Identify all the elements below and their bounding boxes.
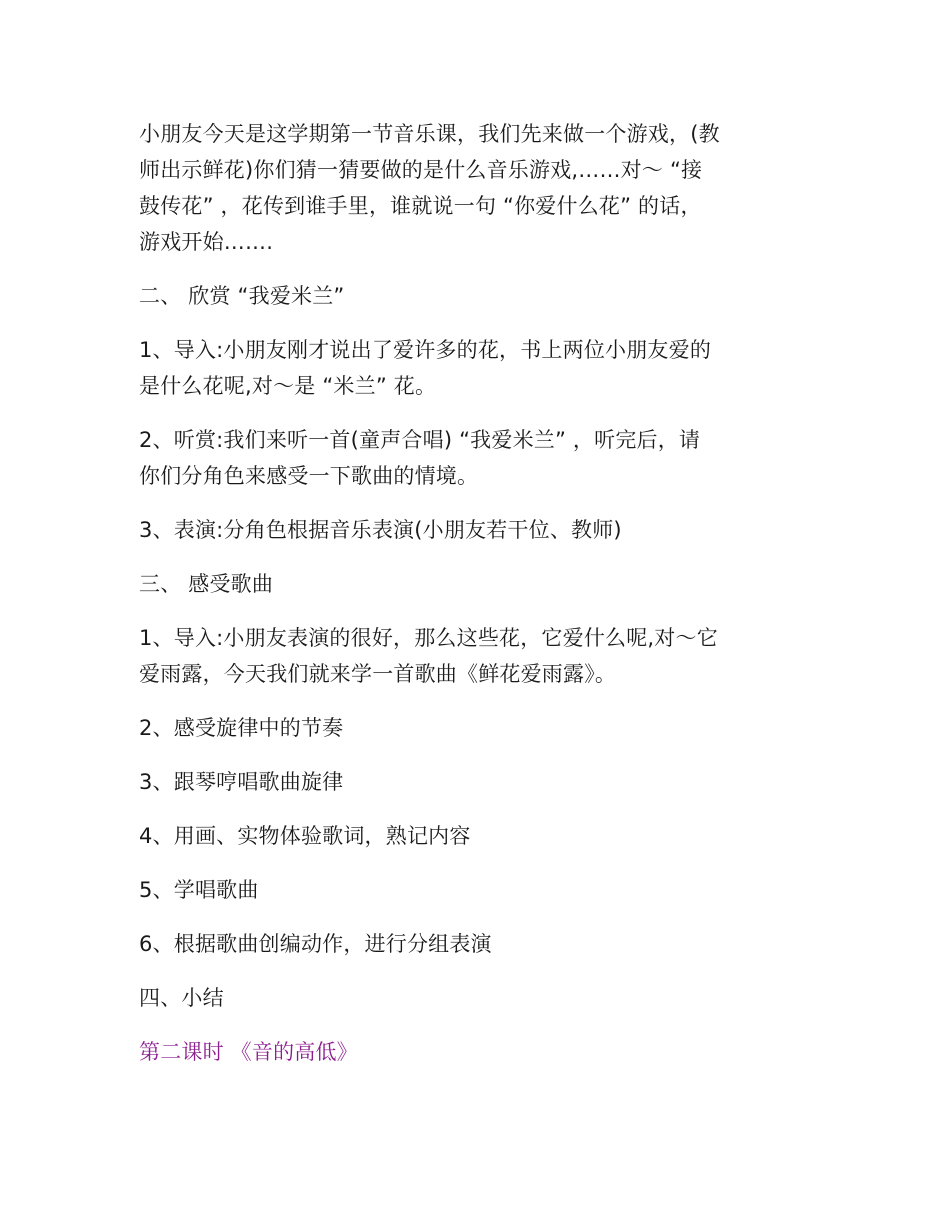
paragraph-gap [139,692,819,710]
document-body [139,116,819,1070]
list-item: 5、学唱歌曲 [139,878,259,902]
text-line: 鼓传花” ，花传到谁手里，谁就说一句 “你爱什么花” 的话， [139,194,702,218]
text-line: 爱雨露，今天我们就来学一首歌曲《鲜花爱雨露》。 [139,662,617,686]
list-item: 4、用画、实物体验歌词，熟记内容 [139,824,471,848]
text-line: 师出示鲜花)你们猜一猜要做的是什么音乐游戏,……对～ “接 [139,158,703,182]
text-line: 1、导入:小朋友表演的很好，那么这些花，它爱什么呢,对～它 [139,626,718,650]
paragraph-gap [139,260,819,278]
list-item [139,422,819,494]
list-item [139,620,819,692]
lesson-heading: 第二课时 《音的高低》 [139,1040,358,1064]
text-line: 你们分角色来感受一下歌曲的情境。 [139,464,479,488]
text-line: 2、听赏:我们来听一首(童声合唱) “我爱米兰” ，听完后，请 [139,428,701,452]
section-heading: 四、小结 [139,986,224,1010]
paragraph-gap [139,854,819,872]
section-heading: 二、 欣赏 “我爱米兰” [139,284,345,308]
section-heading: 三、 感受歌曲 [139,572,274,596]
paragraph-gap [139,404,819,422]
list-item: 3、表演:分角色根据音乐表演(小朋友若干位、教师) [139,518,622,542]
paragraph-gap [139,800,819,818]
paragraph-gap [139,494,819,512]
text-line: 小朋友今天是这学期第一节音乐课，我们先来做一个游戏，(教 [139,122,720,146]
paragraph-gap [139,962,819,980]
text-line: 是什么花呢,对～是 “米兰” 花。 [139,374,437,398]
list-item: 6、根据歌曲创编动作，进行分组表演 [139,932,492,956]
paragraph-gap [139,908,819,926]
paragraph-gap [139,602,819,620]
paragraph-gap [139,548,819,566]
paragraph-gap [139,1016,819,1034]
list-item: 3、跟琴哼唱歌曲旋律 [139,770,344,794]
intro-paragraph [139,116,819,260]
text-line: 1、导入:小朋友刚才说出了爱许多的花，书上两位小朋友爱的 [139,338,712,362]
list-item: 2、感受旋律中的节奏 [139,716,344,740]
text-line: 游戏开始……. [139,230,274,254]
paragraph-gap [139,746,819,764]
paragraph-gap [139,314,819,332]
list-item [139,332,819,404]
